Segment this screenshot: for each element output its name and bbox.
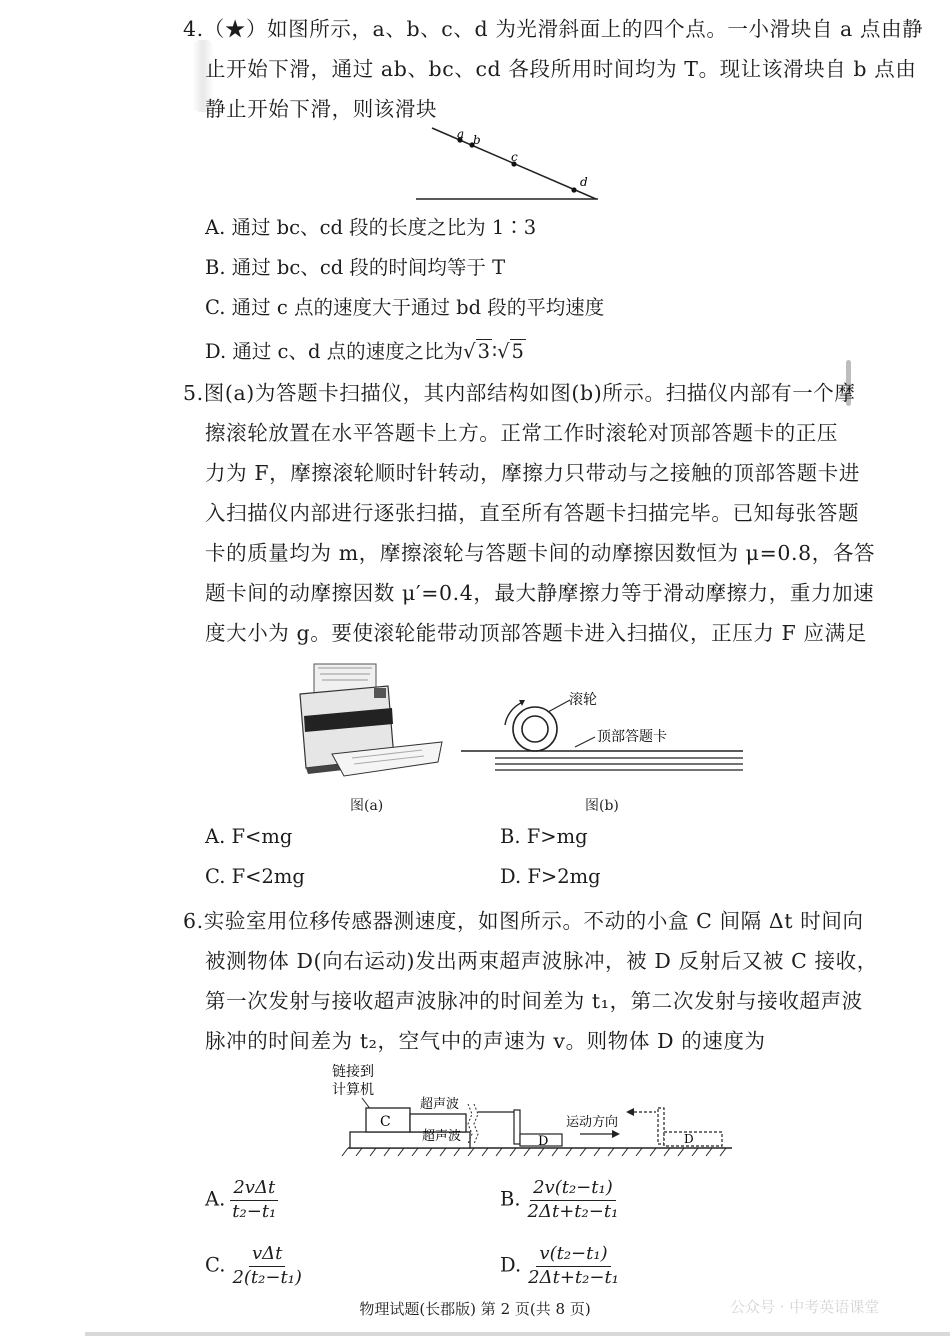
q4-option-a[interactable]: A. 通过 bc、cd 段的长度之比为 1∶3 (205, 216, 537, 239)
point-d (571, 187, 576, 192)
q6-line-1: 6.实验室用位移传感器测速度，如图所示。不动的小盒 C 间隔 Δt 时间向 (183, 909, 864, 933)
sqrt-3: √ 3 (463, 340, 490, 363)
q5-option-a[interactable]: A. F<mg (205, 825, 293, 848)
q5-line-6: 题卡间的动摩擦因数 μ′=0.4，最大静摩擦力等于滑动摩擦力，重力加速 (205, 581, 875, 605)
q6-option-a[interactable] (205, 1178, 279, 1222)
roller-label: 滚轮 (569, 692, 597, 708)
q4-option-d-text: D. 通过 c、d 点的速度之比为 (205, 340, 464, 363)
connect-label-1: 链接到 (332, 1064, 374, 1080)
fig-b-caption: 图(b) (585, 798, 619, 814)
q4-option-b[interactable]: B. 通过 bc、cd 段的时间均等于 T (205, 256, 506, 279)
q6-line-2: 被测物体 D(向右运动)发出两束超声波脉冲，被 D 反射后又被 C 接收， (205, 949, 878, 973)
q5-line-1: 5.图(a)为答题卡扫描仪，其内部结构如图(b)所示。扫描仪内部有一个摩 (183, 381, 856, 405)
q6-line-4: 脉冲的时间差为 t₂，空气中的声速为 v。则物体 D 的速度为 (205, 1029, 766, 1053)
q5-line-7: 度大小为 g。要使滚轮能带动顶部答题卡进入扫描仪，正压力 F 应满足 (205, 621, 867, 645)
q5-option-b[interactable]: B. F>mg (500, 825, 588, 848)
q5-line-3: 力为 F，摩擦滚轮顺时针转动，摩擦力只带动与之接触的顶部答题卡进 (205, 461, 860, 485)
page-footer: 物理试题(长郡版) 第 2 页(共 8 页) (359, 1300, 591, 1318)
q5-line-2: 擦滚轮放置在水平答题卡上方。正常工作时滚轮对顶部答题卡的正压 (205, 421, 838, 445)
q4-option-d[interactable] (205, 336, 526, 364)
q6-option-b-label: B. (500, 1187, 521, 1211)
q6-line-3: 第一次发射与接收超声波脉冲的时间差为 t₁，第二次发射与接收超声波 (205, 989, 863, 1013)
q4-line-2: 止开始下滑，通过 ab、bc、cd 各段所用时间均为 T。现让该滑块自 b 点由 (205, 57, 917, 81)
q5-option-d[interactable]: D. F>2mg (500, 865, 601, 888)
box-d-label: D (538, 1134, 549, 1149)
q6-option-a-label: A. (205, 1187, 226, 1211)
q6-option-c-fraction: $\frac{\text{vΔt}}{\text{2(t₂−t₁)}}$ (232, 1243, 302, 1288)
label-b: b (473, 133, 481, 147)
motion-label: 运动方向 (566, 1115, 619, 1130)
bottom-divider (85, 1332, 950, 1336)
ratio-sep: ∶ (492, 340, 498, 363)
q6-option-b-fraction: $\frac{\text{2v(t₂−t₁)}}{\text{2Δt+t₂−t₁}}$ (527, 1177, 619, 1222)
q6-option-d[interactable] (500, 1244, 622, 1288)
ultrasound-bottom-label: 超声波 (422, 1129, 462, 1144)
ultrasound-top-label: 超声波 (420, 1097, 460, 1112)
label-d: d (580, 175, 588, 189)
scanner-image (292, 658, 447, 788)
box-c-label: C (380, 1114, 391, 1130)
q5-line-5: 卡的质量均为 m，摩擦滚轮与答题卡间的动摩擦因数恒为 μ=0.8，各答 (205, 541, 876, 565)
q4-line-3: 静止开始下滑，则该滑块 (205, 97, 438, 121)
label-c: c (511, 150, 518, 164)
q6-option-c[interactable] (205, 1244, 305, 1288)
sqrt-5: √ 5 (497, 340, 524, 363)
q4-option-c[interactable]: C. 通过 c 点的速度大于通过 bd 段的平均速度 (205, 296, 605, 319)
top-card-label: 顶部答题卡 (597, 729, 667, 745)
q5-option-c[interactable]: C. F<2mg (205, 865, 305, 888)
label-a: a (457, 127, 465, 141)
incline-figure (410, 120, 610, 210)
ultrasonic-figure (322, 1060, 742, 1160)
fig-a-caption: 图(a) (350, 798, 384, 814)
roller-diagram (455, 680, 750, 780)
q6-option-b[interactable] (500, 1178, 621, 1222)
q5-line-4: 入扫描仪内部进行逐张扫描，直至所有答题卡扫描完毕。已知每张答题 (205, 501, 860, 525)
q6-option-a-fraction: $\frac{\text{2vΔt}}{\text{t₂−t₁}}$ (232, 1177, 277, 1222)
q6-option-d-label: D. (500, 1253, 522, 1277)
q4-line-1: 4.（★）如图所示，a、b、c、d 为光滑斜面上的四个点。一小滑块自 a 点由静 (183, 17, 924, 41)
q6-option-c-label: C. (205, 1253, 226, 1277)
box-d-future-label: D (684, 1132, 694, 1146)
watermark: 公众号 · 中考英语课堂 (730, 1298, 880, 1316)
q6-option-d-fraction: $\frac{\text{v(t₂−t₁)}}{\text{2Δt+t₂−t₁}}$ (528, 1243, 619, 1288)
connect-label-2: 计算机 (332, 1082, 374, 1098)
